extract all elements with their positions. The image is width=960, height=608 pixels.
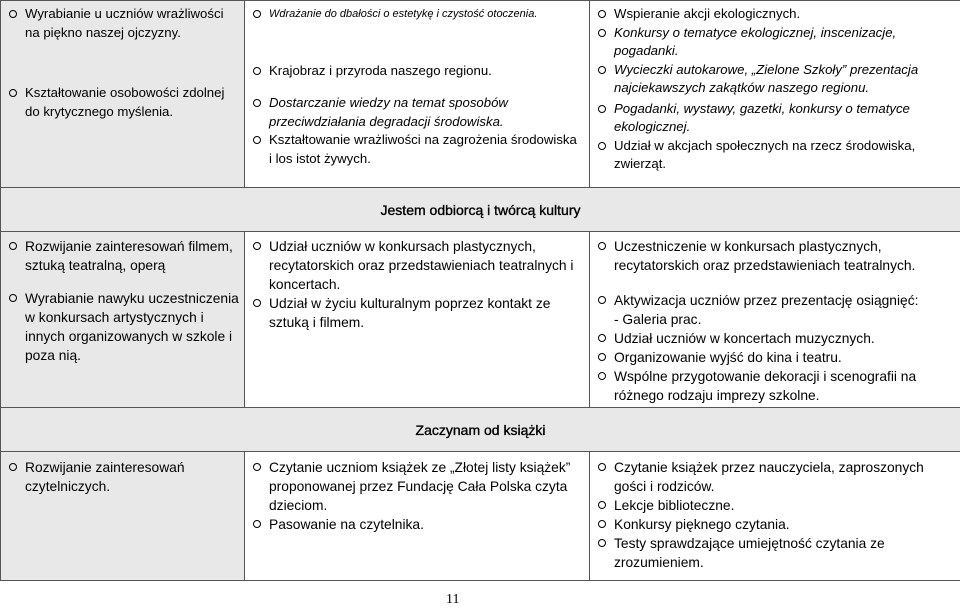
- activities-cell: [590, 1, 960, 188]
- list-item: - Galeria prac.: [614, 312, 702, 327]
- list-item: Organizowanie wyjść do kina i teatru.: [590, 348, 954, 367]
- list-item: Konkursy o tematyce ekologicznej, inscenizacje, pogadanki.: [590, 24, 954, 61]
- goals-cell: [1, 452, 245, 581]
- list-item: Wyrabianie nawyku uczestniczenia w konkursach artystycznych i innych organizowanych w szkole i poza nią.: [1, 289, 240, 365]
- list-item: Pogadanki, wystawy, gazetki, konkursy o tematyce ekologicznej.: [590, 100, 954, 137]
- list-item: Lekcje biblioteczne.: [590, 496, 954, 515]
- table-row: [1, 1, 960, 188]
- list-item: Wdrażanie do dbałości o estetykę i czystość otoczenia.: [245, 5, 583, 24]
- list-item: Dostarczanie wiedzy na temat sposobów przeciwdziałania degradacji środowiska.: [245, 94, 583, 131]
- list-item: Czytanie uczniom książek ze „Złotej listy książek” proponowanej przez Fundację Cała Polska czyta dzieciom.: [245, 458, 583, 515]
- list-item: Udział w akcjach społecznych na rzecz środowiska, zwierząt.: [590, 137, 954, 174]
- page-number: 11: [446, 592, 460, 607]
- list-item: Kształtowanie osobowości zdolnej do krytycznego myślenia.: [1, 84, 240, 121]
- section-heading: Zaczynam od książki: [415, 421, 546, 438]
- list-item: Rozwijanie zainteresowań filmem, sztuką teatralną, operą: [1, 237, 240, 275]
- section-heading: Jestem odbiorcą i twórcą kultury: [380, 201, 581, 218]
- table-row: [1, 408, 960, 452]
- list-item: Wycieczki autokarowe, „Zielone Szkoły” prezentacja najciekawszych zakątków naszego regionu.: [590, 61, 954, 98]
- section-heading-cell: [1, 188, 960, 232]
- activities-cell: [590, 452, 960, 581]
- tasks-cell: [245, 1, 590, 188]
- table-row: [1, 188, 960, 232]
- list-item: Wspieranie akcji ekologicznych.: [590, 5, 954, 24]
- list-item: Wyrabianie u uczniów wrażliwości na piękno naszej ojczyzny.: [1, 5, 240, 42]
- list-item: Pasowanie na czytelnika.: [245, 515, 583, 534]
- list-item: Kształtowanie wrażliwości na zagrożenia środowiska i los istot żywych.: [245, 131, 583, 168]
- goals-cell: [1, 1, 245, 188]
- section-heading-cell: [1, 408, 960, 452]
- list-item: Aktywizacja uczniów przez prezentację osiągnięć:: [590, 291, 954, 310]
- tasks-cell: [245, 232, 590, 408]
- list-item: Udział w życiu kulturalnym poprzez kontakt ze sztuką i filmem.: [245, 294, 583, 332]
- list-item: Krajobraz i przyroda naszego regionu.: [245, 62, 583, 81]
- list-item: Testy sprawdzające umiejętność czytania ze zrozumieniem.: [590, 534, 954, 572]
- goals-cell: [1, 232, 245, 408]
- list-item: Konkursy pięknego czytania.: [590, 515, 954, 534]
- table-row: [1, 452, 960, 581]
- tasks-cell: [245, 452, 590, 581]
- list-item: Udział uczniów w konkursach plastycznych, recytatorskich oraz przedstawieniach teatralnych i koncertach.: [245, 237, 583, 294]
- list-item: Uczestniczenie w konkursach plastycznych, recytatorskich oraz przedstawieniach teatralnych.: [590, 237, 954, 275]
- list-item: Wspólne przygotowanie dekoracji i scenografii na różnego rodzaju imprezy szkolne.: [590, 367, 954, 405]
- list-item: Czytanie książek przez nauczyciela, zaproszonych gości i rodziców.: [590, 458, 954, 496]
- table-row: [1, 232, 960, 408]
- list-item: Rozwijanie zainteresowań czytelniczych.: [1, 458, 240, 496]
- list-item: Udział uczniów w koncertach muzycznych.: [590, 329, 954, 348]
- activities-cell: [590, 232, 960, 408]
